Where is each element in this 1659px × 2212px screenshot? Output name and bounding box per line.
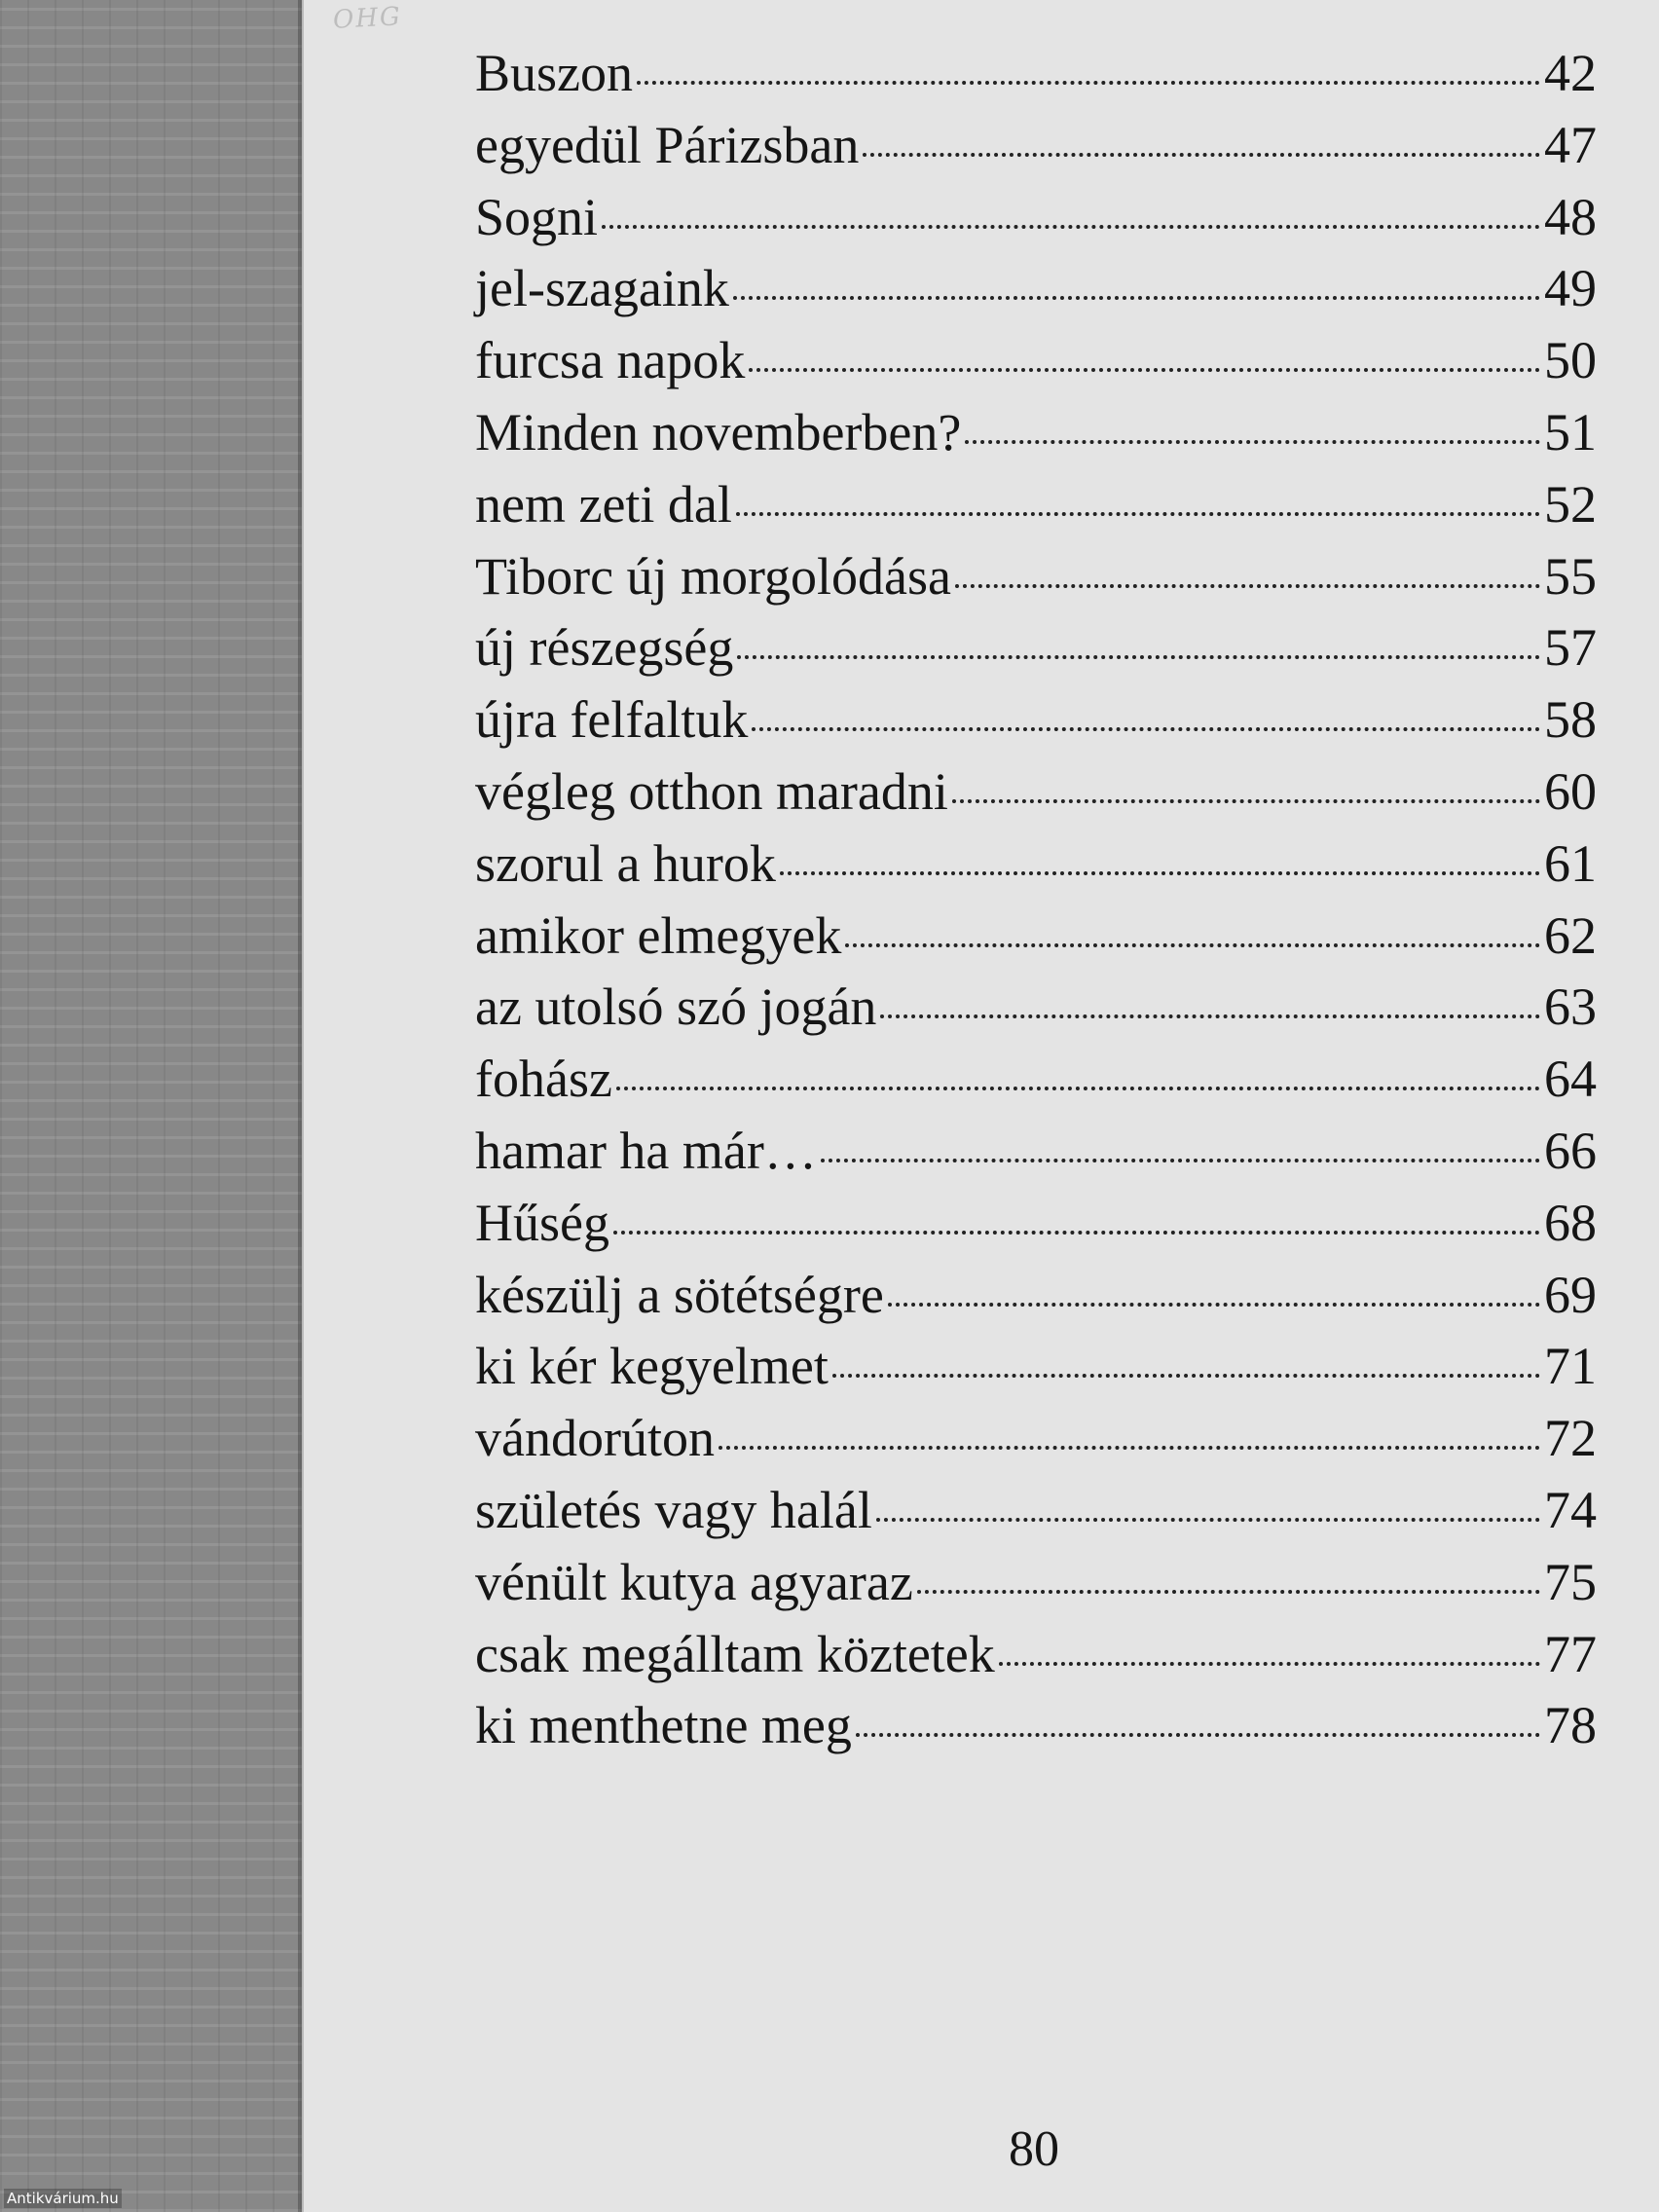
- toc-entry-title: Minden novemberben?: [475, 402, 962, 461]
- toc-entry-page: 51: [1544, 402, 1597, 461]
- dot-leader: [856, 1733, 1540, 1737]
- toc-entry: [475, 115, 1597, 187]
- toc-entry-page: 57: [1544, 618, 1597, 678]
- toc-entry: [475, 617, 1597, 689]
- toc-entry-title: Hűség: [475, 1193, 609, 1252]
- toc-entry: [475, 689, 1597, 761]
- toc-entry: [475, 833, 1597, 905]
- toc-entry-page: 72: [1544, 1409, 1597, 1468]
- toc-entry-title: szorul a hurok: [475, 833, 776, 893]
- toc-entry-title: végleg otthon maradni: [475, 761, 948, 821]
- toc-entry-page: 66: [1544, 1121, 1597, 1180]
- toc-entry-page: 71: [1544, 1337, 1597, 1396]
- toc-entry: [475, 1695, 1597, 1767]
- toc-entry-page: 68: [1544, 1193, 1597, 1252]
- pencil-mark: OHG: [332, 2, 403, 35]
- toc-entry: [475, 187, 1597, 259]
- toc-entry-page: 47: [1544, 115, 1597, 174]
- dot-leader: [637, 81, 1540, 85]
- toc-entry-title: újra felfaltuk: [475, 690, 749, 750]
- toc-entry-title: vándorúton: [475, 1409, 715, 1468]
- toc-entry: [475, 1049, 1597, 1121]
- toc-entry-page: 62: [1544, 905, 1597, 965]
- dot-leader: [719, 1446, 1540, 1450]
- toc-entry: [475, 1265, 1597, 1337]
- toc-entry: [475, 1121, 1597, 1193]
- toc-entry-title: az utolsó szó jogán: [475, 977, 877, 1037]
- dot-leader: [736, 512, 1540, 516]
- toc-entry-title: nem zeti dal: [475, 474, 732, 534]
- dot-leader: [749, 368, 1540, 372]
- toc-entry-page: 50: [1544, 331, 1597, 390]
- dot-leader: [876, 1518, 1540, 1522]
- toc-entry: [475, 330, 1597, 402]
- toc-entry: [475, 474, 1597, 546]
- page-number: 80: [1009, 2121, 1059, 2177]
- toc-entry-page: 63: [1544, 977, 1597, 1037]
- table-of-contents: [475, 43, 1597, 1767]
- dot-leader: [965, 440, 1540, 444]
- toc-entry-page: 77: [1544, 1624, 1597, 1683]
- toc-entry-title: ki kér kegyelmet: [475, 1337, 829, 1396]
- desk-background: [0, 0, 302, 2212]
- toc-entry: [475, 1336, 1597, 1408]
- toc-entry-title: csak megálltam köztetek: [475, 1624, 995, 1683]
- dot-leader: [888, 1303, 1540, 1307]
- toc-entry-page: 48: [1544, 187, 1597, 246]
- toc-entry: [475, 1552, 1597, 1624]
- dot-leader: [955, 584, 1540, 588]
- dot-leader: [917, 1590, 1540, 1594]
- dot-leader: [602, 225, 1540, 229]
- toc-entry-title: vénült kutya agyaraz: [475, 1552, 913, 1611]
- toc-entry-title: Sogni: [475, 187, 599, 246]
- toc-entry-page: 69: [1544, 1265, 1597, 1324]
- toc-entry: [475, 1408, 1597, 1480]
- toc-entry-title: Tiborc új morgolódása: [475, 546, 952, 606]
- toc-entry: [475, 905, 1597, 977]
- toc-entry-page: 74: [1544, 1480, 1597, 1539]
- dot-leader: [999, 1662, 1540, 1666]
- toc-entry: [475, 402, 1597, 474]
- toc-entry-title: amikor elmegyek: [475, 905, 842, 965]
- toc-entry-title: jel-szagaink: [475, 259, 729, 318]
- dot-leader: [737, 655, 1540, 659]
- toc-entry-title: fohász: [475, 1050, 612, 1109]
- toc-entry-page: 78: [1544, 1696, 1597, 1755]
- dot-leader: [863, 153, 1540, 157]
- dot-leader: [832, 1374, 1540, 1378]
- dot-leader: [616, 1087, 1540, 1090]
- dot-leader: [880, 1014, 1540, 1018]
- toc-entry-page: 49: [1544, 259, 1597, 318]
- toc-entry: [475, 977, 1597, 1049]
- toc-entry-page: 61: [1544, 833, 1597, 893]
- dot-leader: [613, 1231, 1540, 1235]
- toc-entry-page: 55: [1544, 546, 1597, 606]
- toc-entry-title: egyedül Párizsban: [475, 115, 860, 174]
- toc-entry-title: születés vagy halál: [475, 1480, 872, 1539]
- toc-entry: [475, 1624, 1597, 1696]
- toc-entry: [475, 43, 1597, 115]
- toc-entry: [475, 258, 1597, 330]
- toc-entry-page: 64: [1544, 1050, 1597, 1109]
- toc-entry-title: hamar ha már…: [475, 1121, 817, 1180]
- toc-entry-title: új részegség: [475, 618, 734, 678]
- toc-entry: [475, 1480, 1597, 1552]
- dot-leader: [821, 1159, 1540, 1162]
- toc-entry: [475, 761, 1597, 833]
- toc-entry-page: 60: [1544, 761, 1597, 821]
- toc-entry-title: ki menthetne meg: [475, 1696, 852, 1755]
- toc-entry-title: készülj a sötétségre: [475, 1265, 884, 1324]
- toc-entry: [475, 546, 1597, 618]
- toc-entry-title: furcsa napok: [475, 331, 746, 390]
- dot-leader: [845, 943, 1540, 947]
- watermark: Antikvárium.hu: [4, 2189, 122, 2208]
- toc-entry-page: 58: [1544, 690, 1597, 750]
- dot-leader: [952, 799, 1540, 803]
- dot-leader: [733, 296, 1540, 300]
- toc-entry: [475, 1193, 1597, 1265]
- toc-entry-title: Buszon: [475, 44, 633, 102]
- toc-entry-page: 75: [1544, 1552, 1597, 1611]
- dot-leader: [752, 727, 1540, 731]
- toc-entry-page: 52: [1544, 474, 1597, 534]
- toc-entry-page: 42: [1544, 44, 1597, 102]
- dot-leader: [780, 871, 1540, 875]
